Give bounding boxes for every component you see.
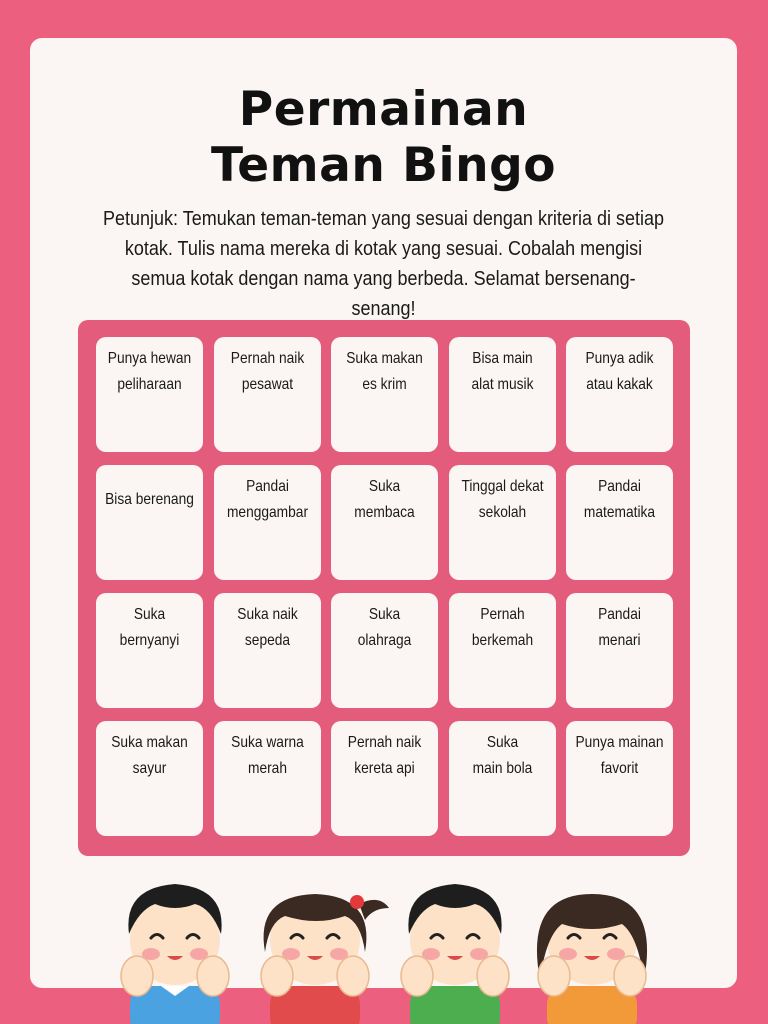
bingo-cell[interactable] xyxy=(331,337,438,452)
bingo-board xyxy=(78,320,690,856)
bingo-cell-label: Pernah berkemah xyxy=(471,606,533,649)
bingo-cell-label: Pandai menggambar xyxy=(226,478,308,521)
bingo-cell[interactable] xyxy=(96,721,203,836)
instructions-text: Petunjuk: Temukan teman-teman yang sesuai dengan kriteria di setiap kotak. Tulis nama mereka di kotak yang sesuai. Cobalah mengisi semua kotak dengan nama yang berbeda. Selamat bersenang-senang! xyxy=(102,208,665,320)
bingo-cell-label: Bisa berenang xyxy=(105,491,194,508)
bingo-cell-label: Pandai matematika xyxy=(583,478,656,521)
bingo-cell[interactable] xyxy=(331,721,438,836)
bingo-cell-label: Suka bernyanyi xyxy=(119,606,180,649)
bingo-cell[interactable] xyxy=(214,465,321,580)
title-line-1: Permainan xyxy=(238,82,529,137)
bingo-cell[interactable] xyxy=(449,465,556,580)
bingo-cell-label: Pernah naik kereta api xyxy=(347,734,422,777)
children-illustration xyxy=(100,862,680,1024)
bingo-cell-label: Suka makan es krim xyxy=(346,350,423,393)
title-line-2: Teman Bingo xyxy=(210,138,557,193)
bingo-cell[interactable] xyxy=(449,337,556,452)
bingo-cell-label: Punya adik atau kakak xyxy=(585,350,654,393)
bingo-cell[interactable] xyxy=(566,721,673,836)
bingo-cell-label: Suka naik sepeda xyxy=(236,606,298,649)
bingo-cell-label: Pernah naik pesawat xyxy=(230,350,304,393)
girl-orange-shirt-figure xyxy=(537,894,647,1024)
bingo-cell[interactable] xyxy=(214,593,321,708)
bingo-cell[interactable] xyxy=(566,593,673,708)
bingo-cell-label: Pandai menari xyxy=(598,606,641,649)
bingo-cell[interactable] xyxy=(449,721,556,836)
bingo-cell[interactable] xyxy=(96,337,203,452)
bingo-cell[interactable] xyxy=(331,465,438,580)
bingo-cell[interactable] xyxy=(214,337,321,452)
bingo-cell-label: Suka olahraga xyxy=(357,606,412,649)
bingo-cell[interactable] xyxy=(214,721,321,836)
bingo-cell-label: Suka warna merah xyxy=(230,734,304,777)
bingo-cell[interactable] xyxy=(331,593,438,708)
bingo-cell[interactable] xyxy=(566,465,673,580)
boy-green-shirt-figure xyxy=(401,884,509,1024)
boy-blue-shirt-figure xyxy=(121,884,229,1024)
bingo-cell-label: Suka main bola xyxy=(472,734,532,777)
bingo-cell-label: Suka makan sayur xyxy=(111,734,188,777)
bingo-cell[interactable] xyxy=(96,465,203,580)
bingo-cell-label: Bisa main alat musik xyxy=(471,350,533,393)
bingo-cell[interactable] xyxy=(449,593,556,708)
girl-red-shirt-figure xyxy=(261,894,389,1024)
page-title xyxy=(30,82,737,194)
bingo-cell[interactable] xyxy=(566,337,673,452)
bingo-cell-label: Tinggal dekat sekolah xyxy=(460,478,544,521)
bingo-cell[interactable] xyxy=(96,593,203,708)
bingo-cell-label: Punya mainan favorit xyxy=(575,734,664,777)
bingo-cell-label: Punya hewan peliharaan xyxy=(107,350,192,393)
bingo-cell-label: Suka membaca xyxy=(354,478,415,521)
